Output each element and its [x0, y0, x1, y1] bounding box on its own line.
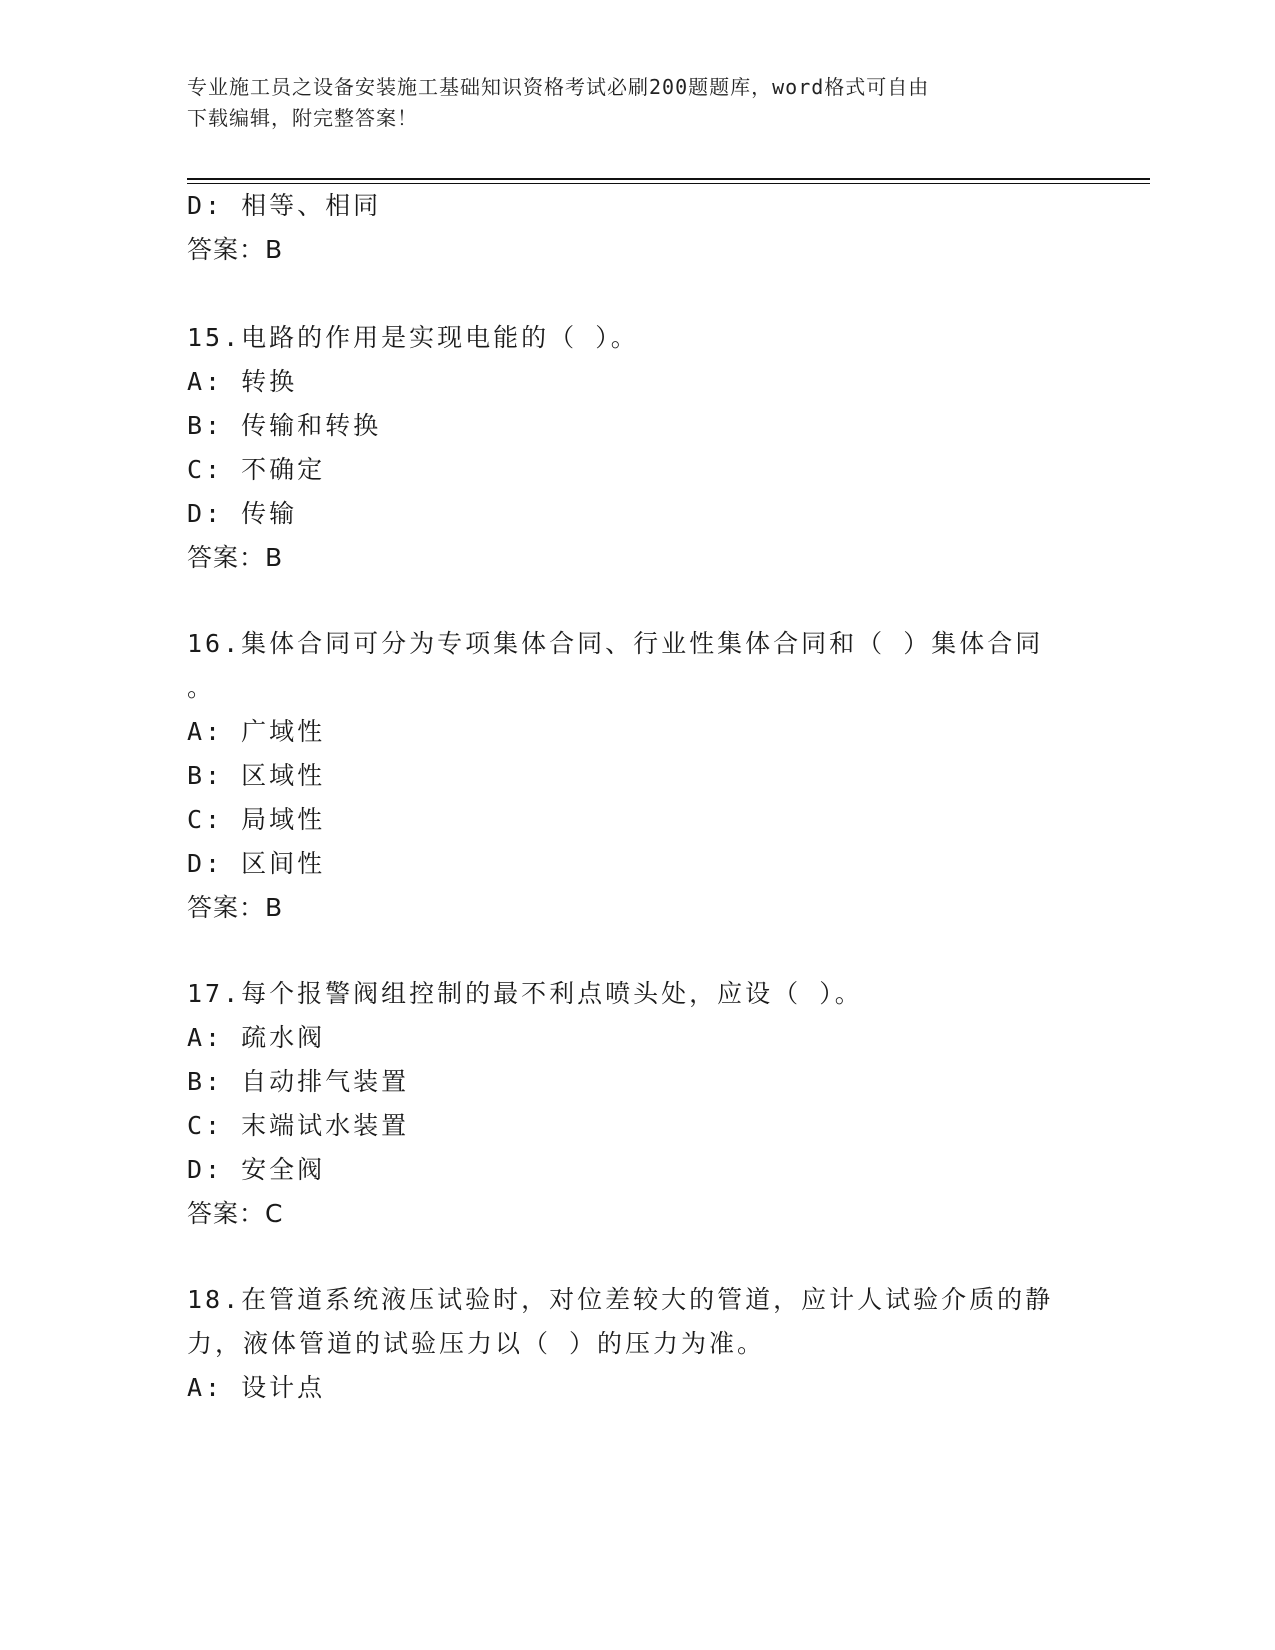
header-divider-thick: [187, 178, 1150, 180]
q16-option-a: A: 广域性: [187, 717, 326, 746]
q15-question: 15.电路的作用是实现电能的（ ）。: [187, 323, 639, 352]
q15-option-b: B: 传输和转换: [187, 411, 382, 440]
document-header: [187, 72, 1067, 134]
q14-answer: 答案：B: [187, 235, 284, 264]
q16-question-line-2: 。: [187, 673, 216, 702]
q16-option-d: D: 区间性: [187, 849, 326, 878]
q17-option-c: C: 末端试水装置: [187, 1111, 410, 1140]
q18-question-line-1: 18.在管道系统液压试验时，对位差较大的管道，应计人试验介质的静: [187, 1285, 1054, 1314]
q15-option-a: A: 转换: [187, 367, 298, 396]
header-title-line-1: 专业施工员之设备安装施工基础知识资格考试必刷200题题库，word格式可自由: [187, 75, 930, 99]
q17-option-b: B: 自动排气装置: [187, 1067, 410, 1096]
q18-option-a: A: 设计点: [187, 1373, 326, 1402]
q15-option-d: D: 传输: [187, 499, 298, 528]
q17-option-d: D: 安全阀: [187, 1155, 326, 1184]
header-title-line-2: 下载编辑，附完整答案！: [187, 106, 418, 130]
q18-question-line-2: 力，液体管道的试验压力以（ ）的压力为准。: [187, 1329, 766, 1358]
q15-answer: 答案：B: [187, 543, 284, 572]
q16-question-line-1: 16.集体合同可分为专项集体合同、行业性集体合同和（ ）集体合同: [187, 629, 1044, 658]
q15-option-c: C: 不确定: [187, 455, 326, 484]
q16-answer: 答案：B: [187, 893, 284, 922]
q14-option-d: D: 相等、相同: [187, 191, 382, 220]
q16-option-c: C: 局域性: [187, 805, 326, 834]
q16-option-b: B: 区域性: [187, 761, 326, 790]
q17-option-a: A: 疏水阀: [187, 1023, 326, 1052]
header-divider-thin: [187, 183, 1150, 184]
q17-question: 17.每个报警阀组控制的最不利点喷头处，应设（ ）。: [187, 979, 863, 1008]
q17-answer: 答案：C: [187, 1199, 284, 1228]
